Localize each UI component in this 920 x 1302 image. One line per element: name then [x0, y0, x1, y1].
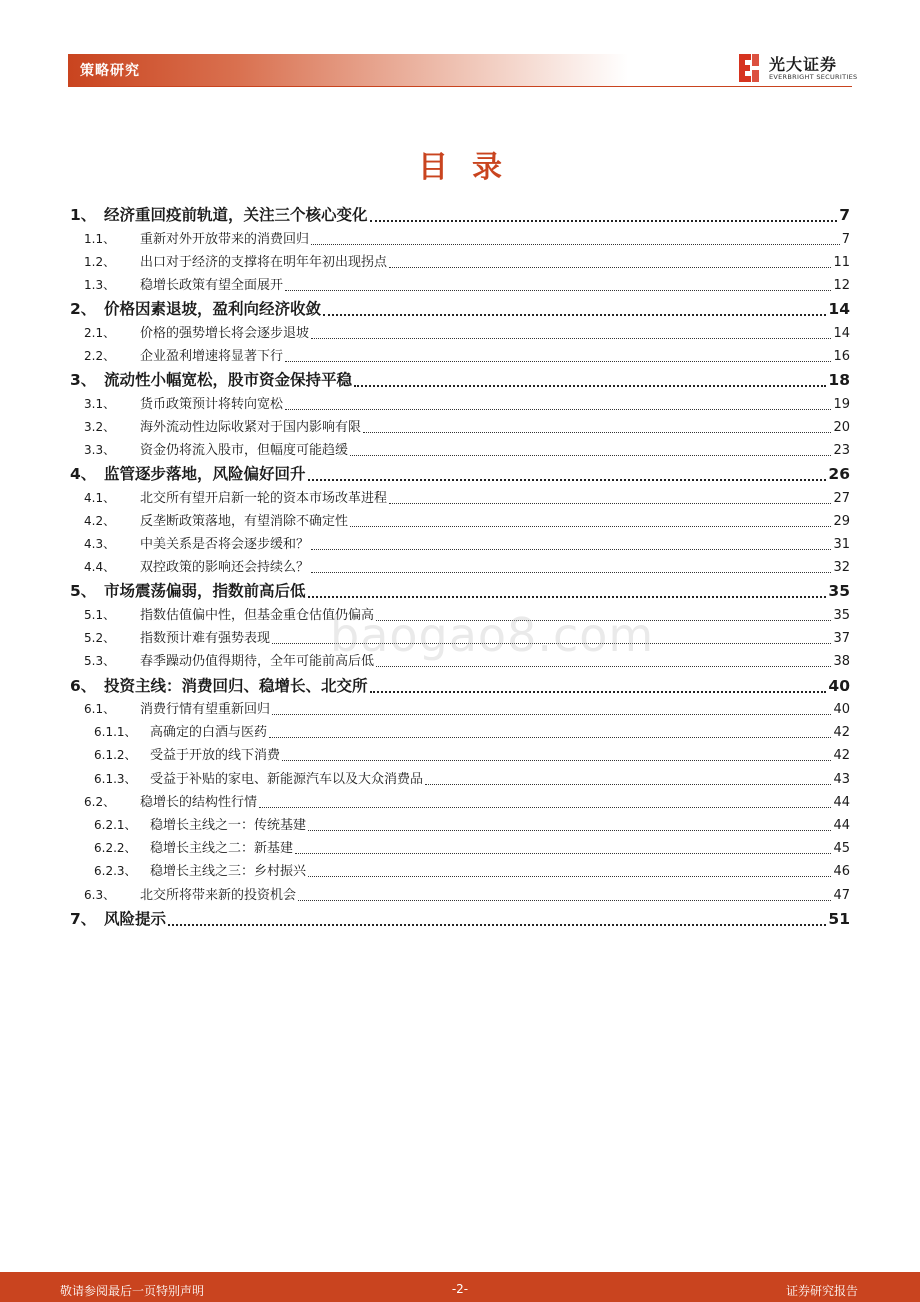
toc-entry-page: 29: [833, 513, 850, 529]
toc-leader-dots: [308, 595, 827, 598]
toc-entry-page: 44: [833, 794, 850, 810]
footer-report-type: 证券研究报告: [785, 1284, 858, 1298]
toc-entry[interactable]: [70, 393, 850, 415]
toc-entry-number: 4、: [70, 465, 97, 484]
toc-leader-dots: [323, 313, 826, 316]
toc-leader-dots: [311, 571, 831, 573]
toc-entry-number: 5.2、: [84, 631, 116, 646]
toc-entry[interactable]: [70, 345, 850, 367]
toc-entry-number: 1.3、: [84, 277, 116, 292]
toc-entry-number: 6.3、: [84, 887, 116, 902]
toc-entry-title: 价格因素退坡，盈利向经济收敛: [104, 300, 322, 319]
toc-entry-number: 5、: [70, 582, 97, 601]
toc-entry-page: 32: [833, 560, 850, 576]
toc-entry-number: 4.1、: [84, 490, 116, 505]
toc-entry-title: 稳增长的结构性行情: [140, 794, 258, 810]
toc-entry-page: 37: [833, 631, 850, 647]
toc-entry-title: 消费行情有望重新回归: [140, 702, 271, 717]
toc-entry-title: 双控政策的影响还会持续么？: [140, 560, 310, 576]
toc-entry[interactable]: [70, 556, 850, 578]
toc-entry-title: 企业盈利增速将显著下行: [140, 348, 284, 364]
toc-entry-page: 19: [833, 396, 850, 412]
toc-leader-dots: [311, 337, 831, 339]
toc-entry[interactable]: [70, 322, 850, 344]
toc-entry-number: 1、: [70, 206, 97, 224]
toc-entry-page: 40: [828, 676, 850, 695]
toc-entry[interactable]: [70, 791, 850, 813]
toc-leader-dots: [285, 360, 831, 362]
toc-entry-page: 16: [833, 348, 850, 364]
toc-entry[interactable]: [70, 721, 850, 743]
toc-entry[interactable]: [70, 768, 850, 790]
toc-entry-number: 2、: [70, 300, 97, 319]
toc-entry-page: 46: [833, 864, 850, 880]
toc-entry[interactable]: [70, 884, 850, 906]
toc-entry[interactable]: [70, 579, 850, 603]
toc-entry[interactable]: [70, 837, 850, 859]
toc-entry-title: 受益于补贴的家电、新能源汽车以及大众消费品: [150, 771, 424, 787]
header-band: [68, 54, 628, 86]
toc-leader-dots: [350, 454, 831, 456]
toc-entry-title: 高确定的白酒与医药: [150, 725, 268, 741]
toc-entry[interactable]: [70, 251, 850, 273]
toc-entry-page: 7: [839, 206, 850, 224]
toc-leader-dots: [363, 431, 831, 433]
toc-entry-number: 2.1、: [84, 325, 116, 340]
toc-entry-title: 监管逐步落地，风险偏好回升: [104, 465, 306, 484]
toc-leader-dots: [311, 548, 831, 550]
toc-leader-dots: [350, 525, 831, 527]
toc-entry-page: 35: [833, 607, 850, 623]
toc-entry[interactable]: [70, 439, 850, 461]
toc-entry-title: 出口对于经济的支撑将在明年年初出现拐点: [140, 254, 388, 270]
toc-leader-dots: [389, 266, 831, 268]
toc-entry[interactable]: [70, 462, 850, 486]
toc-entry[interactable]: [70, 860, 850, 882]
toc-entry-number: 6.2、: [84, 794, 116, 809]
toc-entry-title: 稳增长主线之三：乡村振兴: [150, 864, 307, 880]
toc-entry-number: 6.2.2、: [94, 841, 137, 856]
toc-entry-title: 重新对外开放带来的消费回归: [140, 231, 310, 247]
toc-leader-dots: [425, 783, 831, 785]
toc-entry-title: 中美关系是否将会逐步缓和？: [140, 537, 310, 552]
toc-entry-number: 1.1、: [84, 231, 116, 246]
toc-leader-dots: [389, 502, 831, 504]
toc-leader-dots: [295, 852, 831, 854]
toc-entry-page: 23: [833, 442, 850, 458]
toc-entry-number: 2.2、: [84, 348, 116, 363]
toc-entry-number: 5.3、: [84, 654, 116, 669]
toc-entry-title: 经济重回疫前轨道，关注三个核心变化: [104, 206, 368, 224]
header-divider: [68, 86, 852, 87]
toc-entry-title: 流动性小幅宽松，股市资金保持平稳: [104, 371, 353, 389]
toc-entry-number: 5.1、: [84, 607, 116, 622]
toc-entry-page: 14: [833, 325, 850, 341]
toc-leader-dots: [308, 829, 831, 831]
toc-title: 目录: [418, 150, 526, 185]
toc-entry-number: 6.2.1、: [94, 818, 137, 832]
toc-entry-title: 资金仍将流入股市，但幅度可能趋缓: [140, 442, 349, 458]
toc-entry-title: 北交所将带来新的投资机会: [140, 887, 297, 903]
toc-entry-title: 稳增长主线之一：传统基建: [150, 818, 307, 833]
toc-leader-dots: [259, 806, 831, 808]
toc-entry-title: 春季躁动仍值得期待，全年可能前高后低: [140, 654, 375, 670]
toc-entry[interactable]: [70, 368, 850, 392]
toc-leader-dots: [298, 899, 831, 901]
toc-leader-dots: [376, 665, 831, 667]
toc-entry-page: 26: [828, 465, 850, 484]
toc-entry[interactable]: [70, 533, 850, 555]
toc-entry-title: 指数预计难有强势表现: [140, 631, 271, 647]
toc-entry[interactable]: [70, 510, 850, 532]
toc-entry-page: 12: [833, 277, 850, 293]
toc-leader-dots: [311, 243, 840, 245]
toc-entry-number: 7、: [70, 909, 97, 928]
toc-entry-title: 指数估值偏中性，但基金重仓估值仍偏高: [140, 607, 375, 623]
toc-entry-number: 6.2.3、: [94, 864, 137, 879]
toc-entry-number: 6.1.2、: [94, 748, 137, 763]
toc-entry-number: 4.4、: [84, 560, 116, 575]
logo-text-en: EVERBRIGHT SECURITIES: [769, 73, 858, 81]
toc-entry[interactable]: [70, 698, 850, 720]
toc-entry-title: 价格的强势增长将会逐步退坡: [140, 325, 310, 341]
watermark: baogao8.com: [330, 608, 655, 662]
toc-entry-page: 43: [833, 771, 850, 787]
toc-entry[interactable]: [70, 228, 850, 250]
toc-entry-page: 45: [833, 841, 850, 857]
toc-entry-title: 稳增长政策有望全面展开: [140, 277, 284, 293]
toc-entry[interactable]: [70, 814, 850, 836]
toc-entry-page: 18: [828, 371, 850, 389]
toc-entry-number: 3.2、: [84, 419, 116, 434]
toc-entry-title: 货币政策预计将转向宽松: [140, 396, 284, 412]
toc-entry[interactable]: [70, 907, 850, 931]
toc-entry-number: 3.3、: [84, 442, 116, 457]
toc-entry-title: 投资主线：消费回归、稳增长、北交所: [104, 676, 368, 695]
toc-entry-number: 1.2、: [84, 254, 116, 269]
toc-entry[interactable]: [70, 274, 850, 296]
toc-entry-title: 风险提示: [104, 909, 167, 928]
toc-entry-title: 北交所有望开启新一轮的资本市场改革进程: [140, 490, 388, 506]
toc-leader-dots: [370, 690, 827, 693]
toc-entry-page: 42: [833, 725, 850, 741]
toc-entry-page: 7: [841, 231, 850, 247]
toc-leader-dots: [285, 408, 831, 410]
toc-entry-number: 6.1、: [84, 702, 116, 716]
toc-entry-page: 51: [828, 909, 850, 928]
toc-entry-number: 3.1、: [84, 396, 116, 411]
toc-entry[interactable]: [70, 416, 850, 438]
toc-entry[interactable]: [70, 744, 850, 766]
toc-entry[interactable]: [70, 674, 850, 698]
toc-entry-title: 稳增长主线之二：新基建: [150, 841, 294, 857]
toc-entry[interactable]: [70, 203, 850, 227]
toc-leader-dots: [282, 759, 831, 761]
page-number: -2-: [451, 1282, 469, 1296]
everbright-logo-icon: [737, 52, 761, 84]
toc-leader-dots: [269, 736, 831, 738]
toc-entry-title: 海外流动性边际收紧对于国内影响有限: [140, 419, 362, 435]
toc-leader-dots: [308, 478, 827, 481]
toc-entry-title: 反垄断政策落地，有望消除不确定性: [140, 513, 349, 529]
toc-entry-page: 35: [828, 582, 850, 601]
toc-leader-dots: [285, 289, 831, 291]
toc-entry-page: 38: [833, 654, 850, 670]
toc-entry-number: 6、: [70, 676, 97, 695]
toc-leader-dots: [272, 713, 831, 715]
toc-entry-number: 6.1.1、: [94, 725, 137, 740]
toc-leader-dots: [308, 875, 831, 877]
toc-entry[interactable]: [70, 487, 850, 509]
toc-entry-page: 42: [833, 748, 850, 764]
toc-entry-page: 20: [833, 419, 850, 435]
toc-entry-page: 44: [833, 818, 850, 833]
toc-entry-page: 14: [828, 300, 850, 319]
toc-leader-dots: [370, 219, 838, 222]
toc-entry-number: 3、: [70, 371, 97, 389]
toc-entry-page: 40: [833, 702, 850, 717]
toc-entry-number: 4.2、: [84, 513, 116, 528]
toc-entry-page: 11: [833, 254, 850, 270]
toc-entry-page: 31: [833, 537, 850, 552]
brand-logo: [737, 52, 857, 84]
toc-entry-title: 受益于开放的线下消费: [150, 748, 281, 764]
footer-disclaimer: 敬请参阅最后一页特别声明: [60, 1284, 205, 1298]
toc-entry-number: 6.1.3、: [94, 771, 137, 786]
toc-leader-dots: [168, 923, 826, 926]
toc-entry-title: 市场震荡偏弱，指数前高后低: [104, 582, 306, 601]
toc-entry-number: 4.3、: [84, 537, 116, 551]
toc-entry-page: 47: [833, 887, 850, 903]
toc-entry-page: 27: [833, 490, 850, 506]
section-label: 策略研究: [80, 63, 140, 79]
logo-text-cn: 光大证券: [769, 55, 838, 74]
toc-leader-dots: [354, 384, 826, 387]
toc-entry[interactable]: [70, 297, 850, 321]
